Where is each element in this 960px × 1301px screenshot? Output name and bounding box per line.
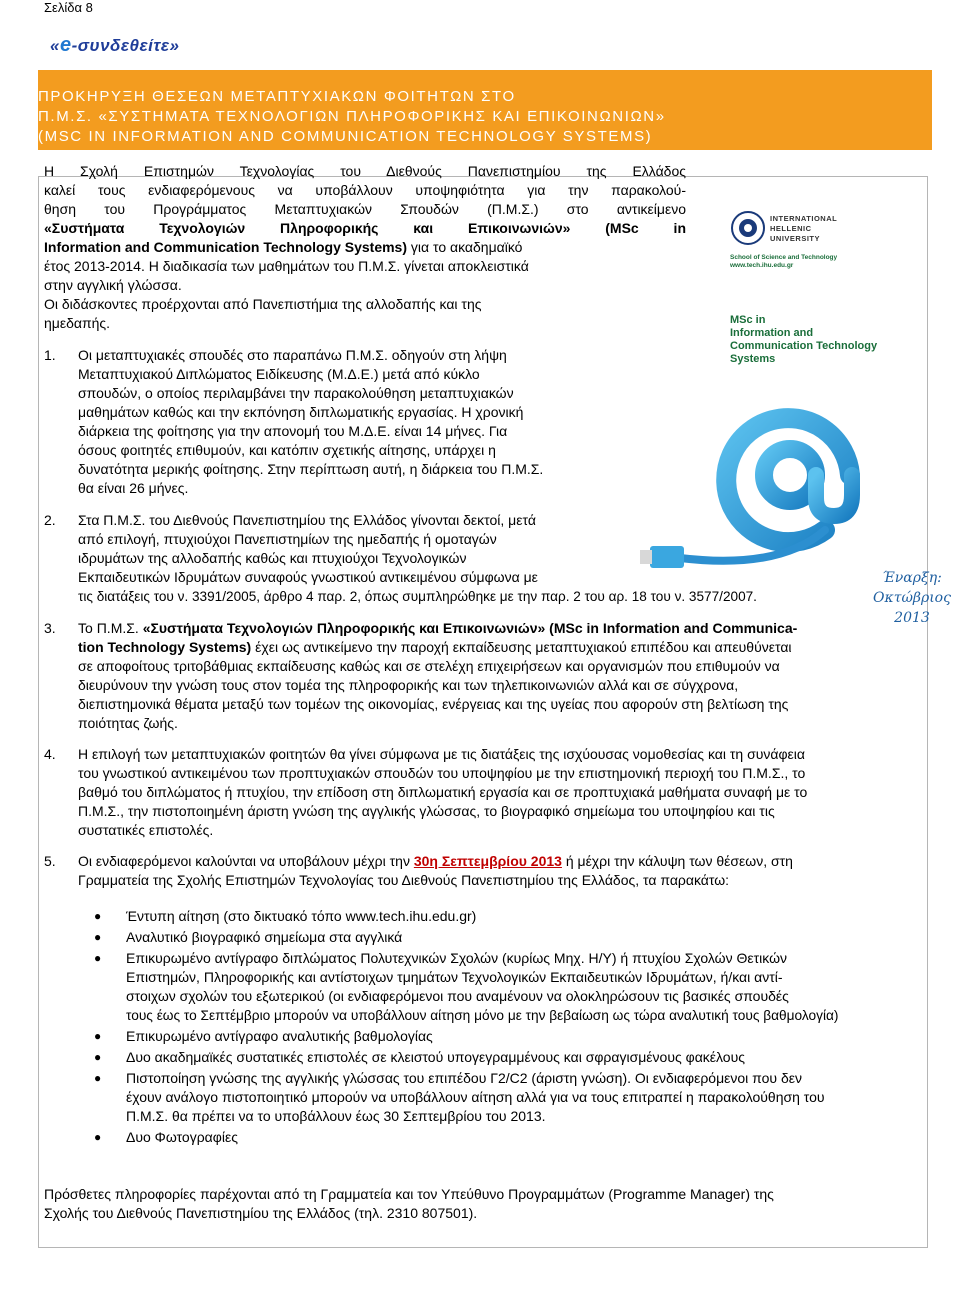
item2-line: ιδρυμάτων της αλλοδαπής καθώς και πτυχιούχοι Τεχνολογικών: [78, 550, 467, 566]
item3-line: διευρύνουν την γνώση τους στον τομέα της πληροφορικής και των τηλεπικοινωνιών αλλά και σε σύγχρονα,: [78, 677, 739, 693]
intro-program-title: «Συστήματα Τεχνολογιών Πληροφορικής και Επικοινωνιών» (MSc in: [44, 220, 686, 236]
item2-line: Στα Π.Μ.Σ. του Διεθνούς Πανεπιστημίου της Ελλάδος γίνονται δεκτοί, μετά: [78, 512, 536, 528]
brand-e: e: [59, 34, 72, 56]
banner-line-1: ΠΡΟΚΗΡΥΞΗ ΘΕΣΕΩΝ ΜΕΤΑΠΤΥΧΙΑΚΩΝ ΦΟΙΤΗΤΩΝ ΣΤΟ: [38, 88, 516, 105]
bullet-item: Επιστημών, Πληροφορικής και αντίστοιχων τμημάτων Τεχνολογικών Εκπαιδευτικών Ιδρυμάτων, ή/και αντί-: [126, 969, 783, 985]
bullet-icon: ●: [94, 930, 102, 944]
footer-line: Πρόσθετες πληροφορίες παρέχονται από τη Γραμματεία και τον Υπεύθυνο Προγραμμάτων (Programme Manager) της: [44, 1186, 774, 1202]
item-number: 2.: [44, 512, 56, 528]
start-date-stamp: Έναρξη: Οκτώβριος 2013: [873, 570, 951, 626]
at-sign-cable-icon: [640, 370, 910, 585]
item1-line: Οι μεταπτυχιακές σπουδές στο παραπάνω Π.Μ.Σ. οδηγούν στη λήψη: [78, 347, 507, 363]
intro-line: Οι διδάσκοντες προέρχονται από Πανεπιστήμια της αλλοδαπής και της: [44, 296, 482, 312]
item1-line: θα είναι 26 μήνες.: [78, 480, 189, 496]
footer-line: Σχολής του Διεθνούς Πανεπιστημίου της Ελλάδος (τηλ. 2310 807501).: [44, 1205, 478, 1221]
item4-line: Η επιλογή των μεταπτυχιακών φοιτητών θα γίνει σύμφωνα με τις διατάξεις της ισχύουσας νομοθεσίας και τη συνάφεια: [78, 746, 805, 762]
intro-line: καλεί τους ενδιαφερόμενους να υποβάλλουν υποψηφιότητα για την παρακολού-: [44, 182, 686, 198]
university-name: INTERNATIONAL HELLENIC UNIVERSITY: [770, 214, 838, 243]
intro-line: Information and Communication Technology Systems) για το ακαδημαϊκό: [44, 239, 523, 255]
bullet-icon: ●: [94, 1050, 102, 1064]
school-name: School of Science and Technology www.tech.ihu.edu.gr: [730, 254, 838, 269]
bullet-item: Π.Μ.Σ. θα πρέπει να το υποβάλλουν έως 30 Σεπτεμβρίου του 2013.: [126, 1108, 546, 1124]
item1-line: όσους φοιτητές επιθυμούν, και κατόπιν σχετικής αίτησης, υπάρχει η: [78, 442, 496, 458]
item-number: 1.: [44, 347, 56, 363]
bullet-icon: ●: [94, 1071, 102, 1085]
item5-line: Οι ενδιαφερόμενοι καλούνται να υποβάλουν μέχρι την 30η Σεπτεμβρίου 2013 ή μέχρι την κάλυψη των θέσεων, στη: [78, 853, 793, 869]
bullet-icon: ●: [94, 1130, 102, 1144]
item1-line: Μεταπτυχιακού Διπλώματος Ειδίκευσης (Μ.Δ.Ε.) μετά από κύκλο: [78, 366, 480, 382]
intro-line: ημεδαπής.: [44, 315, 111, 331]
university-logo-icon: [730, 210, 766, 246]
bullet-item: τους έως το Σεπτέμβριο μπορούν να υποβάλλουν αίτηση μόνο με την βεβαίωση ως τώρα αναλυτική τους βαθμολογία): [126, 1008, 839, 1023]
item3-line: ποιότητας ζωής.: [78, 715, 178, 731]
item1-line: δυνατότητα μερικής φοίτησης. Στην περίπτωση αυτή, η διάρκεια του Π.Μ.Σ.: [78, 461, 544, 477]
item2-line: Εκπαιδευτικών Ιδρυμάτων συναφούς γνωστικού αντικειμένου σύμφωνα με: [78, 569, 538, 585]
brand-logo: [50, 34, 179, 57]
bullet-item: Αναλυτικό βιογραφικό σημείωμα στα αγγλικά: [126, 929, 403, 945]
item1-line: μαθημάτων καθώς και την εκπόνηση διπλωματικής εργασίας. Η χρονική: [78, 404, 524, 420]
page-number: Σελίδα 8: [44, 0, 244, 16]
item4-line: του γνωστικού αντικειμένου των προπτυχιακών σπουδών του υποψηφίου με την επιστημονική περιοχή του Π.Μ.Σ., το: [78, 765, 806, 781]
cover-title: MSc in Information and Communication Technology Systems: [730, 314, 878, 365]
item2-line: από επιλογή, πτυχιούχοι Πανεπιστημίων της ημεδαπής ή ομοταγών: [78, 531, 497, 547]
item3-line: tion Technology Systems) έχει ως αντικείμενο την παροχή εκπαίδευσης μεταπτυχιακού επιπέδου και απευθύνεται: [78, 639, 792, 655]
bullet-item: Δυο ακαδημαϊκές συστατικές επιστολές σε κλειστού υπογεγραμμένους και σφραγισμένους φακέλους: [126, 1049, 746, 1065]
intro-line: στην αγγλική γλώσσα.: [44, 277, 182, 293]
bullet-item: Επικυρωμένο αντίγραφο διπλώματος Πολυτεχνικών Σχολών (κυρίως Μηχ. Η/Υ) ή πτυχίου Σχολών Θετικών: [126, 950, 787, 966]
banner-line-2: Π.Μ.Σ. «ΣΥΣΤΗΜΑΤΑ ΤΕΧΝΟΛΟΓΙΩΝ ΠΛΗΡΟΦΟΡΙΚΗΣ ΚΑΙ ΕΠΙΚΟΙΝΩΝΙΩΝ»: [38, 108, 666, 125]
title-banner: [38, 70, 932, 150]
bullet-icon: ●: [94, 909, 102, 923]
item1-line: διάρκεια της φοίτησης για την απονομή του Μ.Δ.Ε. είναι 14 μήνες. Για: [78, 423, 508, 439]
item2-line: τις διατάξεις του ν. 3391/2005, άρθρο 4 παρ. 2, όπως συμπληρώθηκε με την παρ. 2 του αρ. 18 του ν. 3577/2007.: [78, 589, 757, 604]
intro-line: θηση του Προγράμματος Μεταπτυχιακών Σπουδών (Π.Μ.Σ.) στο αντικείμενο: [44, 201, 686, 217]
item-number: 5.: [44, 853, 56, 869]
item-number: 3.: [44, 620, 56, 636]
bullet-item: έχουν ανάλογο πιστοποιητικό μπορούν να υποβάλλουν αίτηση αλλά για να τους επιτραπεί η παρακολούθηση του: [126, 1089, 825, 1105]
item4-line: βαθμό του διπλώματος ή πτυχίου, την επίδοση στη διπλωματική εργασία και σε προπτυχιακά μαθήματα συναφή με το: [78, 784, 808, 800]
item5-line: Γραμματεία της Σχολής Επιστημών Τεχνολογίας του Διεθνούς Πανεπιστημίου της Ελλάδος, τα παρακάτω:: [78, 872, 730, 888]
bullet-icon: ●: [94, 951, 102, 965]
item3-line: σε αποφοίτους τριτοβάθμιας εκπαίδευσης καθώς και σε στελέχη επιχειρήσεων και οργανισμών που επιθυμούν να: [78, 658, 780, 674]
item4-line: Π.Μ.Σ., την πιστοποιημένη άριστη γνώση της αγγλικής γλώσσας, το βιογραφικό σημείωμα του υποψηφίου και τις: [78, 803, 775, 819]
item-number: 4.: [44, 746, 56, 762]
item3-line: Το Π.Μ.Σ. «Συστήματα Τεχνολογιών Πληροφορικής και Επικοινωνιών» (MSc in Information and Communica-: [78, 620, 798, 636]
brand-suffix: -συνδεθείτε»: [71, 36, 180, 55]
item3-line: διεπιστημονικά θέματα μεταξύ των τομέων της οικονομίας, ενέργειας και της υγείας που αφορούν στη βελτίωση της: [78, 696, 789, 712]
bullet-item: Επικυρωμένο αντίγραφο αναλυτικής βαθμολογίας: [126, 1028, 433, 1044]
deadline-date: 30η Σεπτεμβρίου 2013: [413, 853, 562, 869]
banner-line-3: (MSC IN INFORMATION AND COMMUNICATION TECHNOLOGY SYSTEMS): [38, 128, 653, 145]
bullet-icon: ●: [94, 1029, 102, 1043]
item4-line: συστατικές επιστολές.: [78, 822, 214, 838]
intro-line: έτος 2013-2014. Η διαδικασία των μαθημάτων του Π.Μ.Σ. γίνεται αποκλειστικά: [44, 258, 529, 274]
bullet-item: Πιστοποίηση γνώσης της αγγλικής γλώσσας του επιπέδου Γ2/C2 (άριστη γνώση). Οι ενδιαφερόμενοι που δεν: [126, 1070, 803, 1086]
item1-line: σπουδών, ο οποίος περιλαμβάνει την παρακολούθηση μεταπτυχιακών: [78, 385, 514, 401]
bullet-item: Δυο Φωτογραφίες: [126, 1129, 238, 1145]
bullet-item: Έντυπη αίτηση (στο δικτυακό τόπο www.tech.ihu.edu.gr): [126, 908, 477, 924]
brand-prefix: «: [50, 36, 60, 55]
bullet-item: στοιχων σχολών του εξωτερικού (οι ενδιαφερόμενοι που αναμένουν να ολοκληρώσουν τις βασικές σπουδές: [126, 988, 789, 1004]
intro-line: Η Σχολή Επιστημών Τεχνολογίας του Διεθνούς Πανεπιστημίου της Ελλάδος: [44, 163, 686, 179]
